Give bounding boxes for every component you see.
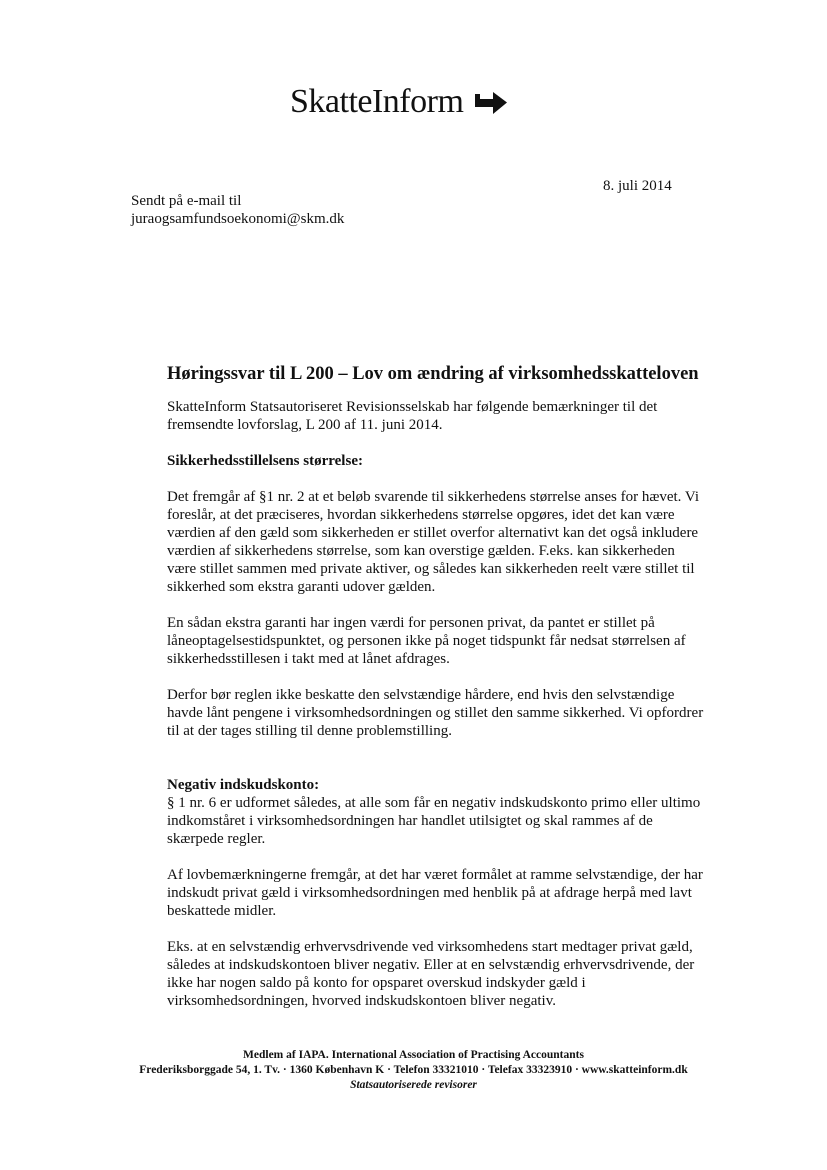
company-logo [290,82,509,122]
footer-address: Frederiksborggade 54, 1. Tv. · 1360 København K · Telefon 33321010 · Telefax 33323910 · www.skatteinform.dk [139,1064,688,1076]
section-heading-negativ-indskudskonto: Negativ indskudskonto: [167,777,320,793]
paragraph: En sådan ekstra garanti har ingen værdi for personen privat, da pantet er stillet på låneoptagelsestidspunktet, og personen ikke på noget tidspunkt får nedsat størrelsen af sikkerhedsstillesen i takt med at lånet afdrages. [167,615,686,667]
recipient-block [131,192,344,228]
paragraph: Eks. at en selvstændig erhvervsdrivende ved virksomhedens start medtager privat gæld, således at indskudskontoen bliver negativ. Eller at en selvstændig erhvervsdrivende, der ikke har nogen saldo på konto for opsparet overskud indskyder gæld i virksomhedsordningen, hvorved indskudskontoen bliver negativ. [167,939,695,1009]
recipient-label: Sendt på e-mail til [131,193,242,209]
arrow-right-icon [473,90,509,116]
footer-membership: Medlem af IAPA. International Association of Practising Accountants [243,1049,584,1061]
letter-date: 8. juli 2014 [603,178,672,194]
paragraph: Derfor bør reglen ikke beskatte den selvstændige hårdere, end hvis den selvstændige havde lånt pengene i virksomhedsordningen og stillet den samme sikkerhed. Vi opfordrer til at der tages stilling til denne problemstilling. [167,687,704,739]
letter-body [167,362,707,1010]
document-title: Høringssvar til L 200 – Lov om ændring af virksomhedsskatteloven [167,364,699,384]
logo-text: SkatteInform [290,83,464,120]
paragraph: Det fremgår af §1 nr. 2 at et beløb svarende til sikkerhedens størrelse anses for hævet. Vi foreslår, at det præciseres, hvordan sikkerhedens størrelse opgøres, idet det kan være værdien af den gæld som sikkerheden er stillet overfor alternativt kan det også inkludere værdien af sikkerhedens størrelse, som kan overstige gælden. F.eks. kan sikkerheden være stillet sammen med private aktiver, og således kan sikkerheden reelt være stillet til sikkerhed som ekstra garanti udover gælden. [167,489,699,595]
paragraph: § 1 nr. 6 er udformet således, at alle som får en negativ indskudskonto primo eller ultimo indkomståret i virksomhedsordningen har handlet utilsigtet og skal rammes af de skærpede regler. [167,795,701,847]
paragraph: Af lovbemærkningerne fremgår, at det har været formålet at ramme selvstændige, der har indskudt privat gæld i virksomhedsordningen med henblik på at afdrage herpå med lavt beskattede midler. [167,867,703,919]
intro-paragraph: SkatteInform Statsautoriseret Revisionsselskab har følgende bemærkninger til det fremsendte lovforslag, L 200 af 11. juni 2014. [167,399,658,433]
section-heading-sikkerhed: Sikkerhedsstillelsens størrelse: [167,453,363,469]
recipient-email: juraogsamfundsoekonomi@skm.dk [131,211,345,227]
page-footer [0,1048,827,1093]
footer-tagline: Statsautoriserede revisorer [350,1079,477,1091]
